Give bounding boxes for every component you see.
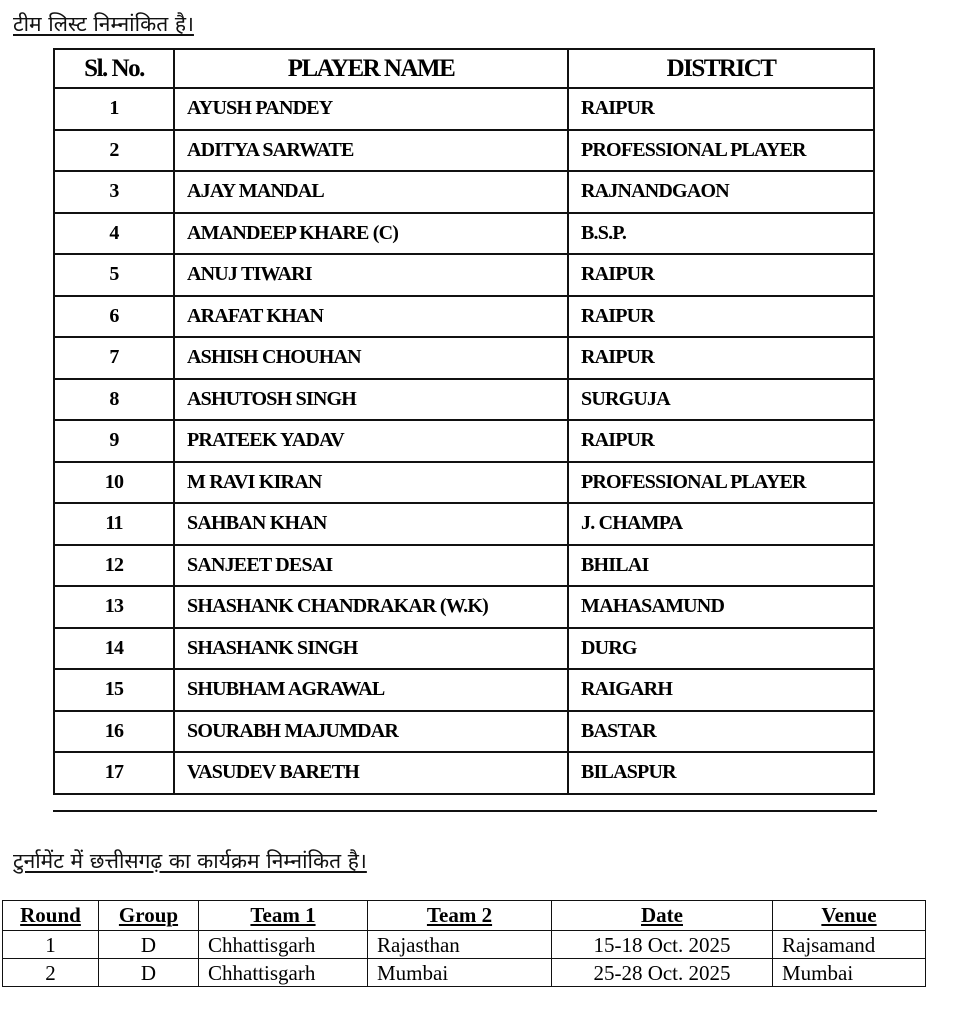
player-district: PROFESSIONAL PLAYER (568, 462, 874, 504)
schedule-header-row (3, 901, 926, 931)
player-row (54, 213, 874, 255)
player-name: ANUJ TIWARI (174, 254, 568, 296)
table-bottom-rule (53, 810, 877, 812)
match-team1: Chhattisgarh (199, 931, 368, 959)
player-name: SAHBAN KHAN (174, 503, 568, 545)
match-row (3, 959, 926, 987)
player-row (54, 337, 874, 379)
player-sl-no: 13 (54, 586, 174, 628)
player-sl-no: 11 (54, 503, 174, 545)
player-sl-no: 15 (54, 669, 174, 711)
player-district: DURG (568, 628, 874, 670)
column-header-round-label: Round (20, 903, 81, 927)
player-sl-no: 16 (54, 711, 174, 753)
player-row (54, 752, 874, 794)
player-row (54, 669, 874, 711)
player-name: ARAFAT KHAN (174, 296, 568, 338)
player-district: BHILAI (568, 545, 874, 587)
player-row (54, 503, 874, 545)
player-row (54, 254, 874, 296)
match-venue: Mumbai (773, 959, 926, 987)
column-header-group-label: Group (118, 903, 179, 927)
match-team2: Rajasthan (368, 931, 552, 959)
column-header-team1 (199, 901, 368, 931)
player-name: AJAY MANDAL (174, 171, 568, 213)
player-name: M RAVI KIRAN (174, 462, 568, 504)
column-header-venue (773, 901, 926, 931)
player-district: RAIPUR (568, 337, 874, 379)
player-row (54, 296, 874, 338)
player-sl-no: 7 (54, 337, 174, 379)
player-name: ASHUTOSH SINGH (174, 379, 568, 421)
match-venue: Rajsamand (773, 931, 926, 959)
player-district: BASTAR (568, 711, 874, 753)
column-header-round (3, 901, 99, 931)
column-header-team2-label: Team 2 (426, 903, 493, 927)
player-district: J. CHAMPA (568, 503, 874, 545)
player-name: SOURABH MAJUMDAR (174, 711, 568, 753)
player-row (54, 171, 874, 213)
player-sl-no: 5 (54, 254, 174, 296)
player-district: SURGUJA (568, 379, 874, 421)
player-district: RAIPUR (568, 296, 874, 338)
player-row (54, 88, 874, 130)
player-sl-no: 17 (54, 752, 174, 794)
player-sl-no: 9 (54, 420, 174, 462)
team-list-table (53, 48, 875, 795)
player-district: B.S.P. (568, 213, 874, 255)
player-row (54, 462, 874, 504)
player-name: SHUBHAM AGRAWAL (174, 669, 568, 711)
match-team2: Mumbai (368, 959, 552, 987)
player-name: AMANDEEP KHARE (C) (174, 213, 568, 255)
column-header-venue-label: Venue (821, 903, 877, 927)
column-header-sl-no: Sl. No. (54, 49, 174, 88)
column-header-date (552, 901, 773, 931)
match-group: D (99, 959, 199, 987)
player-name: SHASHANK SINGH (174, 628, 568, 670)
player-sl-no: 1 (54, 88, 174, 130)
player-sl-no: 3 (54, 171, 174, 213)
player-row (54, 130, 874, 172)
column-header-district: DISTRICT (568, 49, 874, 88)
player-sl-no: 4 (54, 213, 174, 255)
player-district: PROFESSIONAL PLAYER (568, 130, 874, 172)
player-district: RAJNANDGAON (568, 171, 874, 213)
team-list-heading: टीम लिस्ट निम्नांकित है। (13, 12, 194, 36)
player-row (54, 628, 874, 670)
player-name: VASUDEV BARETH (174, 752, 568, 794)
player-district: RAIPUR (568, 254, 874, 296)
player-sl-no: 6 (54, 296, 174, 338)
player-district: RAIPUR (568, 420, 874, 462)
player-name: AYUSH PANDEY (174, 88, 568, 130)
match-round: 2 (3, 959, 99, 987)
column-header-date-label: Date (641, 903, 683, 927)
player-row (54, 420, 874, 462)
team-table-header-row (54, 49, 874, 88)
player-name: PRATEEK YADAV (174, 420, 568, 462)
player-name: ASHISH CHOUHAN (174, 337, 568, 379)
match-round: 1 (3, 931, 99, 959)
player-row (54, 379, 874, 421)
player-sl-no: 10 (54, 462, 174, 504)
player-district: RAIPUR (568, 88, 874, 130)
player-row (54, 545, 874, 587)
match-team1: Chhattisgarh (199, 959, 368, 987)
player-sl-no: 12 (54, 545, 174, 587)
player-district: RAIGARH (568, 669, 874, 711)
player-row (54, 586, 874, 628)
schedule-heading: टुर्नामेंट में छत्तीसगढ़ का कार्यक्रम निम्नांकित है। (13, 849, 367, 873)
player-name: SHASHANK CHANDRAKAR (W.K) (174, 586, 568, 628)
player-district: MAHASAMUND (568, 586, 874, 628)
match-date: 25-28 Oct. 2025 (552, 959, 773, 987)
match-date: 15-18 Oct. 2025 (552, 931, 773, 959)
column-header-team2 (368, 901, 552, 931)
player-sl-no: 14 (54, 628, 174, 670)
column-header-player-name: PLAYER NAME (174, 49, 568, 88)
player-district: BILASPUR (568, 752, 874, 794)
match-group: D (99, 931, 199, 959)
match-row (3, 931, 926, 959)
player-name: SANJEET DESAI (174, 545, 568, 587)
player-sl-no: 2 (54, 130, 174, 172)
column-header-team1-label: Team 1 (250, 903, 316, 927)
column-header-group (99, 901, 199, 931)
player-row (54, 711, 874, 753)
player-sl-no: 8 (54, 379, 174, 421)
player-name: ADITYA SARWATE (174, 130, 568, 172)
schedule-table (2, 900, 926, 987)
